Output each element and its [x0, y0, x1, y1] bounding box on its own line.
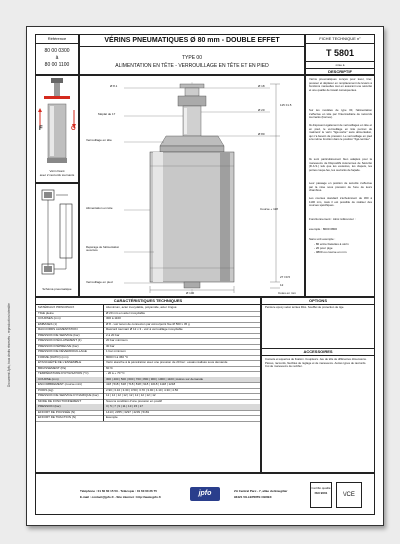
footer: [35, 473, 375, 515]
footer-email: E-mail : contact@jpfo.fr - Site internet : http://www.jpfo.fr: [80, 495, 161, 499]
options-text: Peinture époxy selon teintes RAL. Soufflet de protection de tige.: [265, 305, 345, 309]
order-option-3: - 0800 ou course en mm: [314, 250, 347, 254]
dimension-2: 27 ±0.5: [280, 275, 290, 279]
description-p1: Vérins pneumatiques conçus pour lever, tirer, pousser et déplacer en remplacement de leviers à fonctions manuelles tout en assurant une sécurité et une qualité de travail conséquentes.: [309, 77, 372, 92]
technical-drawing-box: [79, 75, 305, 297]
cylinder-technical-drawing: [80, 76, 304, 296]
drawing-label-0: Ø 8.1: [110, 84, 118, 88]
description-heading: DESCRIPTIF: [328, 69, 352, 74]
description-p2: Sur les modèles de type 00, l'alimentation s'effectue en tête par l'intermédiaire de raccords tournants (bornes).: [309, 108, 372, 120]
order-example: exemple : 8000 0800: [309, 227, 338, 231]
drawing-label-7: Course + 118: [260, 207, 278, 211]
order-request: Sans unit exemple :: [309, 237, 336, 241]
certification-badge: [310, 482, 332, 508]
reference-code-2: 80 00 1100: [44, 62, 70, 68]
drawing-label-6: Alimentation en tête: [86, 206, 113, 210]
table-row: ENCOMBREMENT (course mini) 418 | 518 | 618 | 718 | 818 | 918 | 1018 | 1118 | 1218: [36, 382, 260, 389]
pneumatic-schematic: [36, 184, 78, 284]
characteristics-table: [35, 297, 261, 473]
table-row: MATÉRIAUX PRINCIPAUX Aluminium, acier inoxydable, polyamide, acier zingué: [36, 305, 260, 312]
options-box: [261, 297, 375, 473]
description-p5: Leur passage en position de sécurité s'effectue par la mise sous pression de l'une de leurs chambres.: [309, 181, 372, 193]
dimension-3: 12: [280, 283, 284, 287]
drawing-label-8: Repérage de l'alimentation ouverture: [86, 245, 120, 253]
subtitle: ALIMENTATION EN TÊTE - VERROUILLAGE EN TÊTE ET EN PIED: [115, 63, 269, 69]
technical-sheet: [7, 26, 384, 526]
table-row: POIDS (kg) 2.90 | 3.10 | 3.30 | 3.50 | 3.70 | 3.90 | 4.10 | 4.30 | 4.50: [36, 388, 260, 395]
letter-f: F: [39, 126, 43, 132]
table-row: COURSE (mm) 300 | 400 | 500 | 600 | 700 | 800 | 900 | 1000 | 1100 | Autres sur demande: [36, 377, 260, 384]
schematic-caption: Schéma pneumatique: [42, 287, 72, 291]
side-copyright-text: Document Jpfo, tous droits réservés - reproduction interdite: [7, 303, 11, 387]
table-row: MODE DE FONCTIONNEMENT Sous la condition d'une pression en positif: [36, 399, 260, 406]
table-row: PRESSION (bar) 3 | 5 | 7 | 9 | 11 | 13 | 15 | 17: [36, 404, 260, 411]
sheet-label: FICHE TECHNIQUE n°: [319, 36, 361, 41]
drawing-label-2: Méplat de 17: [98, 112, 116, 116]
reference-box: [35, 34, 79, 75]
characteristics-title: CARACTÉRISTIQUES TECHNIQUES: [113, 298, 183, 303]
table-row: RACCORDS ALIMENTATION Raccord tournant Ø 12 x 3 - voir à verrouillage inoxydable: [36, 327, 260, 334]
footer-address-2: 93421 VILLEPINTE CEDEX: [234, 495, 272, 499]
edition-label: mise à: [335, 63, 345, 67]
table-row: BRUISSEMENT (Pa) 60 %: [36, 366, 260, 373]
photo-caption: Vérin fixant avec 2 raccords tournants: [39, 169, 75, 177]
schematic-box: [35, 183, 79, 297]
logo-text: jpfo: [198, 490, 212, 497]
description-p3: Ils disposent également de verrouillages en tête et en pied, le verrouillage en tête permet de maintenir le vérin "figé-sortie" sans alimentation, qui n'a besoin de pression. Le verrouillage en pied a la même fonction dans le position "figé-rentrée".: [309, 123, 372, 142]
table-row: PRESSION DE SERVICE DYNAMIQUE (bar) 12 | 12 | 12 | 12 | 12 | 12 | 12 | 12 | 12: [36, 393, 260, 400]
table-row: EFFORT DE POUSSÉE (N) 1413 | 2355 | 3297 | 4239 | 5181: [36, 410, 260, 417]
table-row: FORME (RATIO) (mm) 8000 N à 360 °C: [36, 355, 260, 362]
dimension-1: 115 ±1.5: [280, 103, 292, 107]
certification-line-1: Certifié qualité: [311, 486, 331, 490]
table-row: PRESSION D'ÉPREUVE (bar) 30 bar: [36, 344, 260, 351]
table-row: ÉTANCHÉITÉ DE L'ENSEMBLE Vérin étanche à la pénétration avec une pression de 20 bar : essais réalisés sous demande: [36, 360, 260, 367]
order-label: Fonctionnement : Ainsi référencer :: [309, 217, 356, 221]
drawing-label-5: Verrouillage en tête: [86, 138, 112, 142]
sheet-number-box: [305, 34, 375, 75]
table-row: TIGE pleine Ø 20 mm en acier inoxydable: [36, 311, 260, 318]
table-row: TEMPÉRATURE D'UTILISATION (°C) - 20 à + 70 °C: [36, 371, 260, 378]
order-option-1: - 80 entre bielettes à vérin: [314, 242, 349, 246]
table-row: PRESSION D'ÉCLATEMENT (4) 20 bar minimum: [36, 338, 260, 345]
drawing-label-1: Ø 18: [258, 84, 265, 88]
description-p4: Ils sont particulièrement bien adaptés pour la manoeuvre de Dispositifs Autonomes de Sécurité (D.A.S.) tels que les exutoires, les clapets, les portes coupe-feu, les ouvrants de façade.: [309, 157, 372, 172]
type-label: TYPE 00: [181, 55, 202, 61]
drawing-label-4: Ø 80: [258, 132, 265, 136]
table-row: PRESSION DE DÉVERROUILLAGE 1 bar minimum: [36, 349, 260, 356]
reference-to: à: [55, 55, 59, 61]
company-logo: [190, 487, 220, 501]
ce-stamp-text: \/CE: [343, 492, 355, 498]
accessories-title: ACCESSOIRES: [303, 349, 333, 354]
drawing-label-9: Verrouillage en pied: [86, 280, 113, 284]
options-title: OPTIONS: [308, 298, 327, 303]
page-title: VÉRINS PNEUMATIQUES Ø 80 mm - DOUBLE EFFET: [104, 37, 280, 44]
letter-o: O: [71, 126, 76, 132]
certification-line-2: ISO 9001: [314, 491, 328, 495]
title-box: [79, 34, 305, 75]
reference-code-1: 80 00 0300: [44, 48, 70, 54]
table-row: EFFORT DE TRACTION (N) Exemple: [36, 415, 260, 422]
photo-box: [35, 75, 79, 183]
drawing-label-10: Ø 100: [186, 291, 195, 295]
footer-address-1: ZA Central Parc - 7, allée du Bougilier: [234, 489, 288, 493]
sheet-number: T 5801: [325, 48, 355, 58]
description-p6: Les courses standard s'échelonnent de 300 à 1100 mm, mais il est possible de réaliser des courses spécifiques.: [309, 196, 372, 208]
description-box: [305, 75, 375, 297]
ce-stamp: [336, 482, 362, 508]
drawing-label-3: Ø 20: [258, 108, 265, 112]
order-option-2: - 20 pour pige: [314, 246, 333, 250]
table-row: EMBASES (1) Ø 8 - voir tenon de connexion par écrou/point fixe Ø 560 x 45 g: [36, 322, 260, 329]
drawing-label-11: Cotes en mm: [278, 291, 296, 295]
reference-label: Référence: [47, 36, 67, 41]
accessories-text: Console et équerres de fixation. Coupleurs. Jeu de tôle de différentes dimensions. Pièces, raccords, flexibles de réglage et de manoeuvre. Autres types de raccords. Cot de manoeuvre de rectifier.: [265, 357, 367, 369]
footer-phone: Téléphone : 01 60 60 15 53 - Télécopie : 01 60 60 26 75: [80, 489, 157, 493]
table-row: COURSES (mm) 300 à 1100: [36, 316, 260, 323]
table-row: PRESSION DE SERVICE (bar) 2 à 20 bar: [36, 333, 260, 340]
